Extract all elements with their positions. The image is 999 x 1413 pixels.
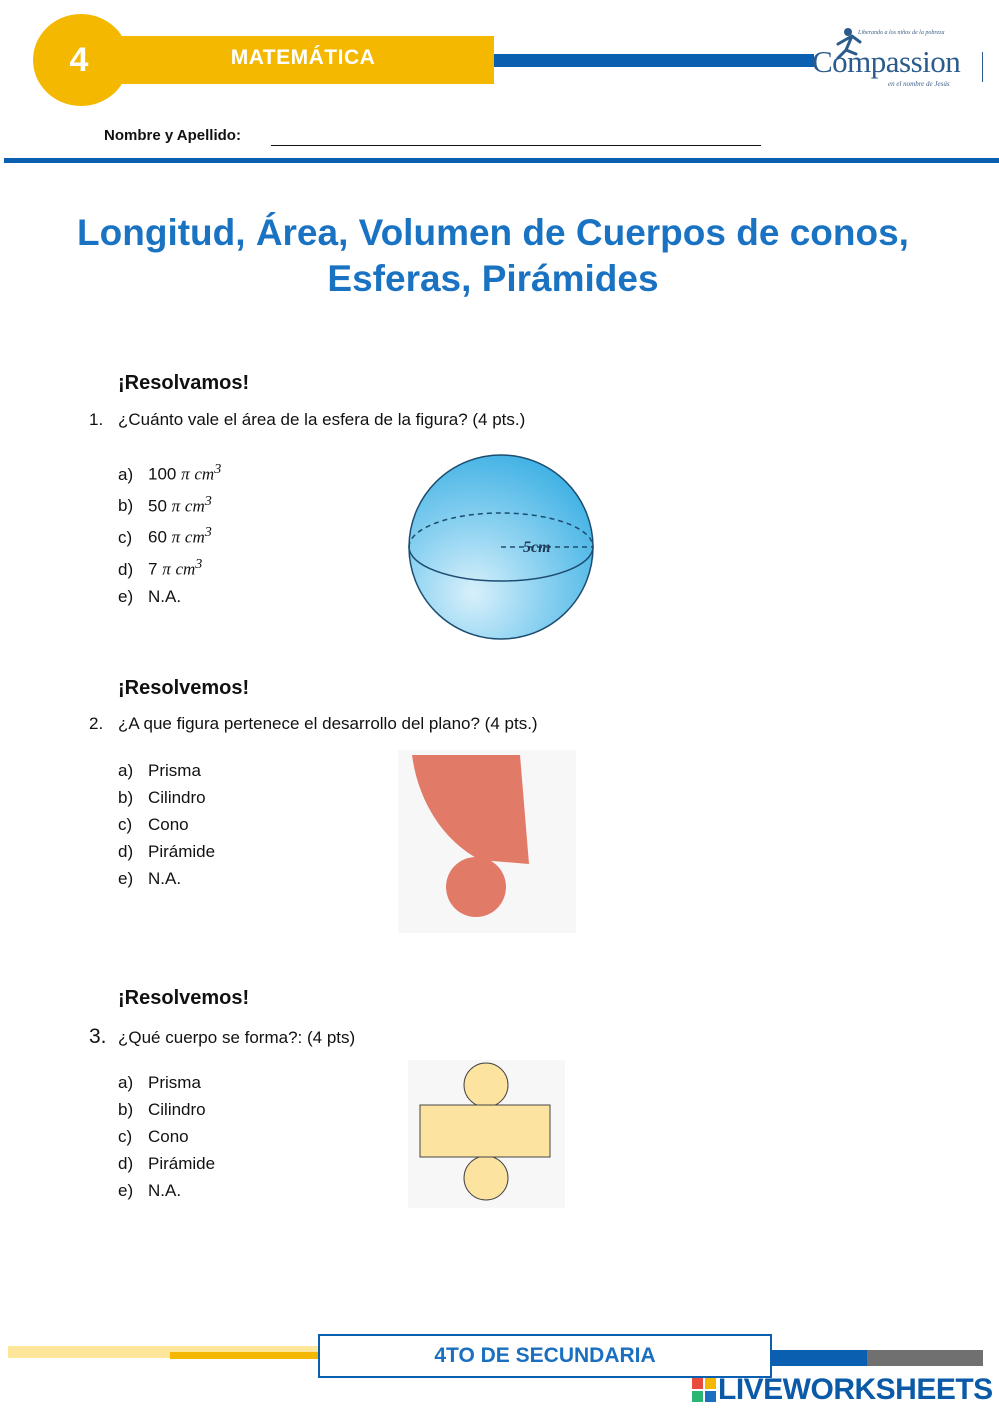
option-letter: e) bbox=[118, 869, 134, 888]
option-letter: d) bbox=[118, 842, 134, 861]
name-label: Nombre y Apellido: bbox=[104, 127, 241, 144]
subject-banner bbox=[112, 36, 494, 84]
footer-blue-bar bbox=[772, 1350, 867, 1366]
logo-separator bbox=[982, 52, 983, 82]
option-value: N.A. bbox=[148, 1181, 182, 1200]
options-list-3 bbox=[118, 1069, 215, 1204]
question-text-1: ¿Cuánto vale el área de la esfera de la figura? (4 pts.) bbox=[118, 410, 526, 429]
footer-level-box bbox=[318, 1334, 772, 1378]
option-letter: b) bbox=[118, 1100, 134, 1119]
option-value: Pirámide bbox=[148, 1154, 216, 1173]
option-pi: π bbox=[171, 496, 181, 516]
option-exponent: 3 bbox=[195, 555, 203, 572]
subject-title: MATEMÁTICA bbox=[230, 46, 376, 69]
option-pi: π bbox=[181, 464, 190, 484]
option-a[interactable] bbox=[118, 757, 215, 784]
option-letter: d) bbox=[118, 1154, 134, 1173]
option-unit: cm bbox=[184, 496, 205, 516]
option-value: 7 bbox=[148, 559, 158, 579]
option-value: Pirámide bbox=[148, 842, 216, 861]
option-e[interactable] bbox=[118, 865, 215, 892]
option-a[interactable] bbox=[118, 1069, 215, 1096]
logo-name: Compassion bbox=[812, 44, 961, 79]
logo-tagline: Liberando a los niños de la pobreza bbox=[858, 30, 945, 36]
option-value: Prisma bbox=[148, 1073, 201, 1092]
option-letter: e) bbox=[118, 1181, 134, 1200]
header-blue-bar bbox=[494, 54, 814, 67]
option-letter: c) bbox=[118, 815, 133, 834]
liveworksheets-logo-icon bbox=[692, 1378, 716, 1402]
grade-number: 4 bbox=[69, 40, 89, 79]
option-letter: d) bbox=[118, 559, 134, 579]
title-line-2: Esferas, Pirámides bbox=[327, 258, 659, 299]
option-unit: cm bbox=[184, 527, 205, 547]
option-letter: b) bbox=[118, 496, 134, 516]
section-heading-2: ¡Resolvemos! bbox=[118, 677, 250, 699]
option-b[interactable] bbox=[118, 488, 221, 520]
option-unit: cm bbox=[194, 464, 215, 484]
option-d[interactable] bbox=[118, 838, 215, 865]
footer-gray-bar bbox=[867, 1350, 983, 1366]
header-divider bbox=[4, 158, 999, 163]
option-exponent: 3 bbox=[204, 524, 212, 541]
option-unit: cm bbox=[175, 559, 196, 579]
option-letter: c) bbox=[118, 1127, 133, 1146]
option-value: 100 bbox=[148, 464, 177, 484]
question-number-1: 1. bbox=[89, 410, 104, 429]
section-heading-3: ¡Resolvemos! bbox=[118, 987, 250, 1009]
name-input-line[interactable] bbox=[271, 145, 761, 146]
option-c[interactable] bbox=[118, 1123, 215, 1150]
option-d[interactable] bbox=[118, 551, 221, 583]
footer-level-text: 4TO DE SECUNDARIA bbox=[434, 1344, 656, 1367]
option-letter: b) bbox=[118, 788, 134, 807]
radius-label: 5cm bbox=[523, 539, 551, 556]
option-b[interactable] bbox=[118, 784, 215, 811]
option-e[interactable] bbox=[118, 583, 221, 610]
option-a[interactable] bbox=[118, 456, 221, 488]
options-list-2 bbox=[118, 757, 215, 892]
option-value: Cilindro bbox=[148, 788, 206, 807]
option-letter: c) bbox=[118, 527, 133, 547]
option-c[interactable] bbox=[118, 519, 221, 551]
option-value: Cono bbox=[148, 1127, 189, 1146]
option-letter: a) bbox=[118, 761, 134, 780]
option-exponent: 3 bbox=[214, 461, 222, 477]
option-e[interactable] bbox=[118, 1177, 215, 1204]
question-text-3: ¿Qué cuerpo se forma?: (4 pts) bbox=[118, 1028, 356, 1047]
page-title bbox=[0, 210, 986, 302]
option-exponent: 3 bbox=[204, 492, 212, 509]
option-value: Cono bbox=[148, 815, 189, 834]
option-pi: π bbox=[171, 527, 181, 547]
question-number-3: 3. bbox=[89, 1025, 107, 1048]
option-value: N.A. bbox=[148, 586, 182, 606]
option-b[interactable] bbox=[118, 1096, 215, 1123]
cone-net-figure bbox=[398, 750, 576, 933]
option-value: Cilindro bbox=[148, 1100, 206, 1119]
options-list-1 bbox=[118, 456, 221, 610]
option-letter: a) bbox=[118, 1073, 134, 1092]
option-value: 50 bbox=[148, 496, 167, 516]
title-line-1: Longitud, Área, Volumen de Cuerpos de conos, bbox=[77, 212, 909, 253]
sphere-figure bbox=[405, 448, 597, 646]
option-value: Prisma bbox=[148, 761, 201, 780]
option-pi: π bbox=[162, 559, 171, 579]
option-letter: e) bbox=[118, 586, 134, 606]
option-value: 60 bbox=[148, 527, 167, 547]
logo-subtitle: en el nombre de Jesús bbox=[888, 80, 950, 88]
cylinder-net-figure bbox=[408, 1060, 565, 1208]
liveworksheets-brand[interactable]: LIVEWORKSHEETS bbox=[718, 1373, 993, 1406]
option-letter: a) bbox=[118, 464, 134, 484]
question-number-2: 2. bbox=[89, 714, 104, 733]
option-value: N.A. bbox=[148, 869, 182, 888]
grade-badge bbox=[33, 14, 129, 106]
section-heading-1: ¡Resolvamos! bbox=[118, 372, 250, 394]
footer-yellow-accent bbox=[170, 1352, 320, 1359]
option-d[interactable] bbox=[118, 1150, 215, 1177]
question-text-2: ¿A que figura pertenece el desarrollo del plano? (4 pts.) bbox=[118, 714, 538, 733]
option-c[interactable] bbox=[118, 811, 215, 838]
